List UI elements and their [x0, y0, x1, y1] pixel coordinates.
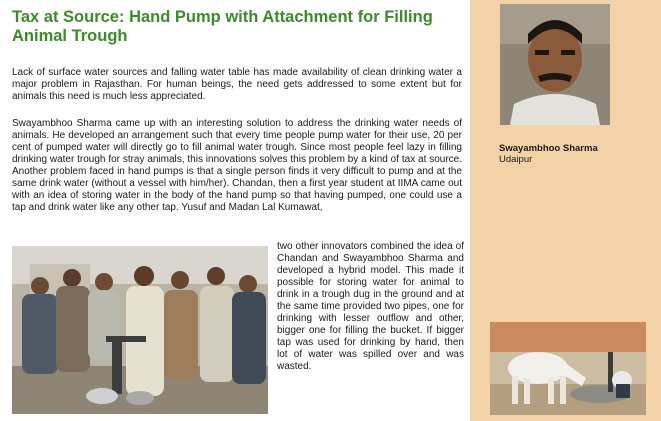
- article-paragraph-2: Swayambhoo Sharma came up with an interesting solution to address the drinking water needs of animals. He developed an arrangement such that every time people pump water for their use, 20 per cent of pumped water will directly go to fill animal water trough. Since most people feel lazy in filling drinking water trough for stray animals, this innovations solves this problem by a kind of tax at source. Another problem faced in hand pumps is that a single person finds it very difficult to pump and at the same drink water (without a vessel with him/her). Chandan, then a first year student at IIMA came out with an idea of storing water in the body of the hand pump so that having pumped, one could use a tap and drink water like any other tap. Yusuf and Madan Lal Kumawat,: [12, 118, 462, 213]
- cow-drinking-photo: [490, 322, 646, 415]
- article-paragraph-1: Lack of surface water sources and falling water table has made availability of clean drinking water a major problem in Rajasthan. For human beings, the need gets addressed to some extent but for animals this need is much less appreciated.: [12, 67, 462, 102]
- innovator-name: Swayambhoo Sharma: [499, 143, 598, 154]
- article-title: Tax at Source: Hand Pump with Attachment for Filling Animal Trough: [12, 8, 433, 45]
- innovator-location: Udaipur: [499, 154, 533, 165]
- article-paragraph-3: two other innovators combined the idea of Chandan and Swayambhoo Sharma and developed a hybrid model. This made it possible for storing water for animal to drink in a trough dug in the ground and at the same time provided two pipes, one for drinking with lesser outflow and other, bigger one for filling the bucket. If bigger tap was used for drinking by hand, then lot of water was spilled over and was wasted.: [277, 241, 464, 372]
- group-demonstration-photo: [12, 246, 268, 414]
- innovator-portrait: [500, 4, 610, 125]
